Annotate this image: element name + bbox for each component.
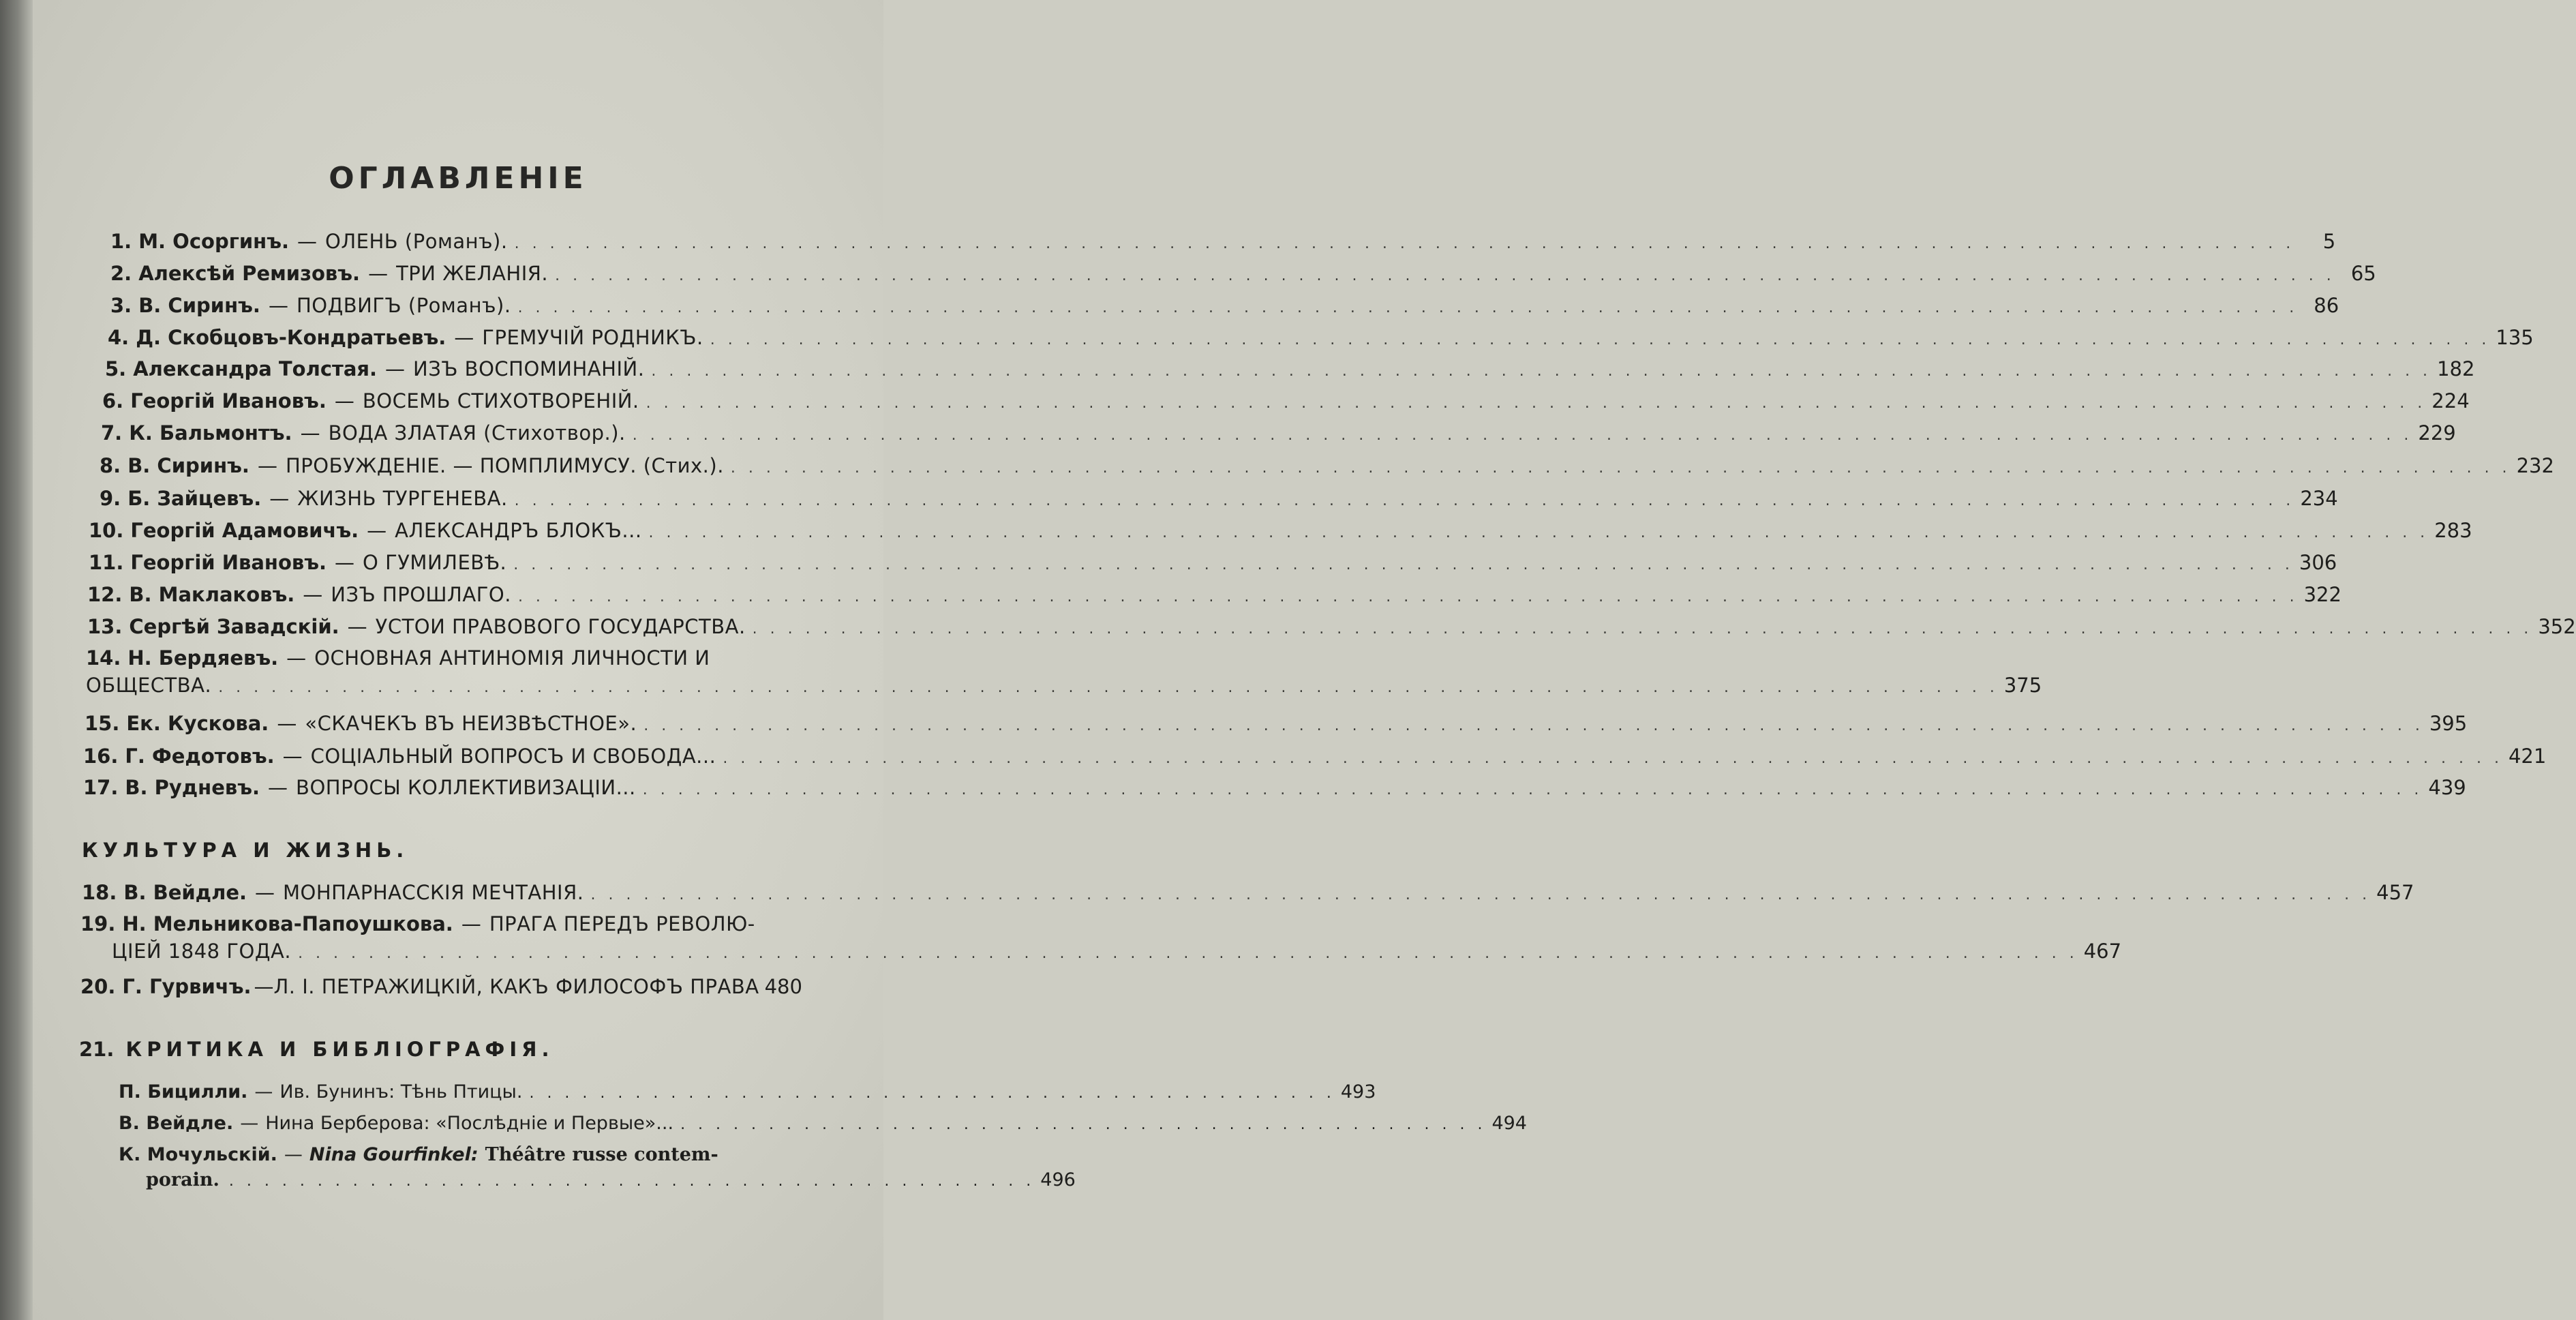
toc-entry: 18. В. Вейдле. — МОНПАРНАССКІЯ МЕЧТАНІЯ. . . . 457 [82,881,866,904]
section-heading-critique: 21. КРИТИКА И БИБЛІОГРАФІЯ. [79,1038,554,1061]
toc-entry: 14. Н. Бердяевъ. — ОСНОВНАЯ АНТИНОМІЯ ЛИЧНОСТИ И ОБЩЕСТВА. . . . 375 [86,646,866,697]
toc-entry: 8. В. Сиринъ. — ПРОБУЖДЕНІЕ. — ПОМПЛИМУСУ. (Стих.). . . . 232 [100,454,866,477]
toc-entry: 12. В. Маклаковъ. — ИЗЪ ПРОШЛАГО. . . . 322 [87,583,866,606]
leader-dots [513,556,2294,573]
toc-entry: 11. Георгій Ивановъ. — О ГУМИЛЕВѢ. . . . 306 [89,551,866,574]
toc-entry: 19. Н. Мельникова-Папоушкова. — ПРАГА ПЕРЕДЪ РЕВОЛЮ- ЦІЕЙ 1848 ГОДА. . . . 467 [80,912,866,963]
leader-dots: . . . . . . . . . . . . . . . . . . . . . . . . . . . . . . . . . . . . . . . . . . . . . . [228,1173,1035,1190]
toc-entry: 7. К. Бальмонтъ. — ВОДА ЗЛАТАЯ (Стихотвор.). . . . 229 [101,421,866,445]
toc-entry: 2. Алексѣй Ремизовъ. — ТРИ ЖЕЛАНІЯ. . . . 65 [110,262,864,285]
leader-dots [753,620,2533,638]
leader-dots [651,363,2431,380]
critique-entry: П. Бицилли. — Ив. Бунинъ: Тѣнь Птицы. . . . . . . . . . . . . . . . . . . . . . . . . . . . . . . . . . . . . . . . . . . . . . . 493 [119,1081,1376,1102]
critique-entry: В. Вейдле. — Нина Берберова: «Послѣдніе и Первые»... . . . . . . . . . . . . . . . . . . . . . . . . . . . . . . . . . . . . . . . . . . . . . . 494 [119,1113,1527,1134]
leader-dots [633,427,2413,444]
toc-entry: 5. Александра Толстая. — ИЗЪ ВОСПОМИНАНІЙ. . . . 182 [105,357,866,380]
toc-entry: 1. М. Осоргинъ. — ОЛЕНЬ (Романъ). . . . 5 [110,230,864,253]
toc-entry: 9. Б. Зайцевъ. — ЖИЗНЬ ТУРГЕНЕВА. . . . 234 [100,487,866,510]
book-page [33,0,2576,1320]
leader-dots [710,331,2491,348]
toc-entry: 10. Георгій Адамовичъ. — АЛЕКСАНДРЪ БЛОКЪ... . . . 283 [89,519,866,542]
leader-dots [643,717,2424,734]
leader-dots [731,460,2511,477]
leader-dots [218,679,1999,696]
leader-dots: . . . . . . . . . . . . . . . . . . . . . . . . . . . . . . . . . . . . . . . . . . . . . . [529,1085,1335,1102]
toc-entry: 4. Д. Скобцовъ-Кондратьевъ. — ГРЕМУЧІЙ РОДНИКЪ. . . . 135 [108,326,866,349]
critique-entry: К. Мочульскій. — Nina Gourfinkel: Théâtre russe contem- porain. . . . . . . . . . . . . . . . . . . . . . . . . . . . . . . . . . . . . . . . . . . . . . . 496 [119,1144,1076,1190]
leader-dots [515,235,2295,252]
leader-dots [518,588,2299,605]
book-spine-shadow [0,0,33,1320]
leader-dots [298,945,2078,962]
leader-dots [518,299,2299,316]
leader-dots [555,267,2335,284]
toc-entry: 3. В. Сиринъ. — ПОДВИГЪ (Романъ). . . . 86 [110,294,864,317]
toc-entry: 6. Георгій Ивановъ. — ВОСЕМЬ СТИХОТВОРЕНІЙ. . . . 224 [102,389,866,412]
toc-entry: 17. В. Рудневъ. — ВОПРОСЫ КОЛЛЕКТИВИЗАЦІИ... . . . 439 [83,776,866,799]
leader-dots [590,886,2371,903]
leader-dots [646,395,2427,412]
section-heading-culture: КУЛЬТУРА И ЖИЗНЬ. [82,839,409,862]
leader-dots: . . . . . . . . . . . . . . . . . . . . . . . . . . . . . . . . . . . . . . . . . . . . . . [680,1116,1487,1133]
leader-dots [723,750,2503,767]
toc-entry: 16. Г. Федотовъ. — СОЦІАЛЬНЫЙ ВОПРОСЪ И СВОБОДА... . . . 421 [83,745,866,768]
toc-entry: 20. Г. Гурвичъ. — Л. І. ПЕТРАЖИЦКІЙ, КАКЪ ФИЛОСОФЪ ПРАВА 480 [80,975,802,998]
toc-entry: 15. Ек. Кускова. — «СКАЧЕКЪ ВЪ НЕИЗВѢСТНОЕ». . . . 395 [85,712,866,735]
leader-dots [649,524,2429,541]
toc-title: ОГЛАВЛЕНІЕ [329,161,588,196]
toc-entry: 13. Сергѣй Завадскій. — УСТОИ ПРАВОВОГО ГОСУДАРСТВА. . . . 352 [87,615,866,638]
leader-dots [643,781,2423,798]
leader-dots [515,492,2295,509]
